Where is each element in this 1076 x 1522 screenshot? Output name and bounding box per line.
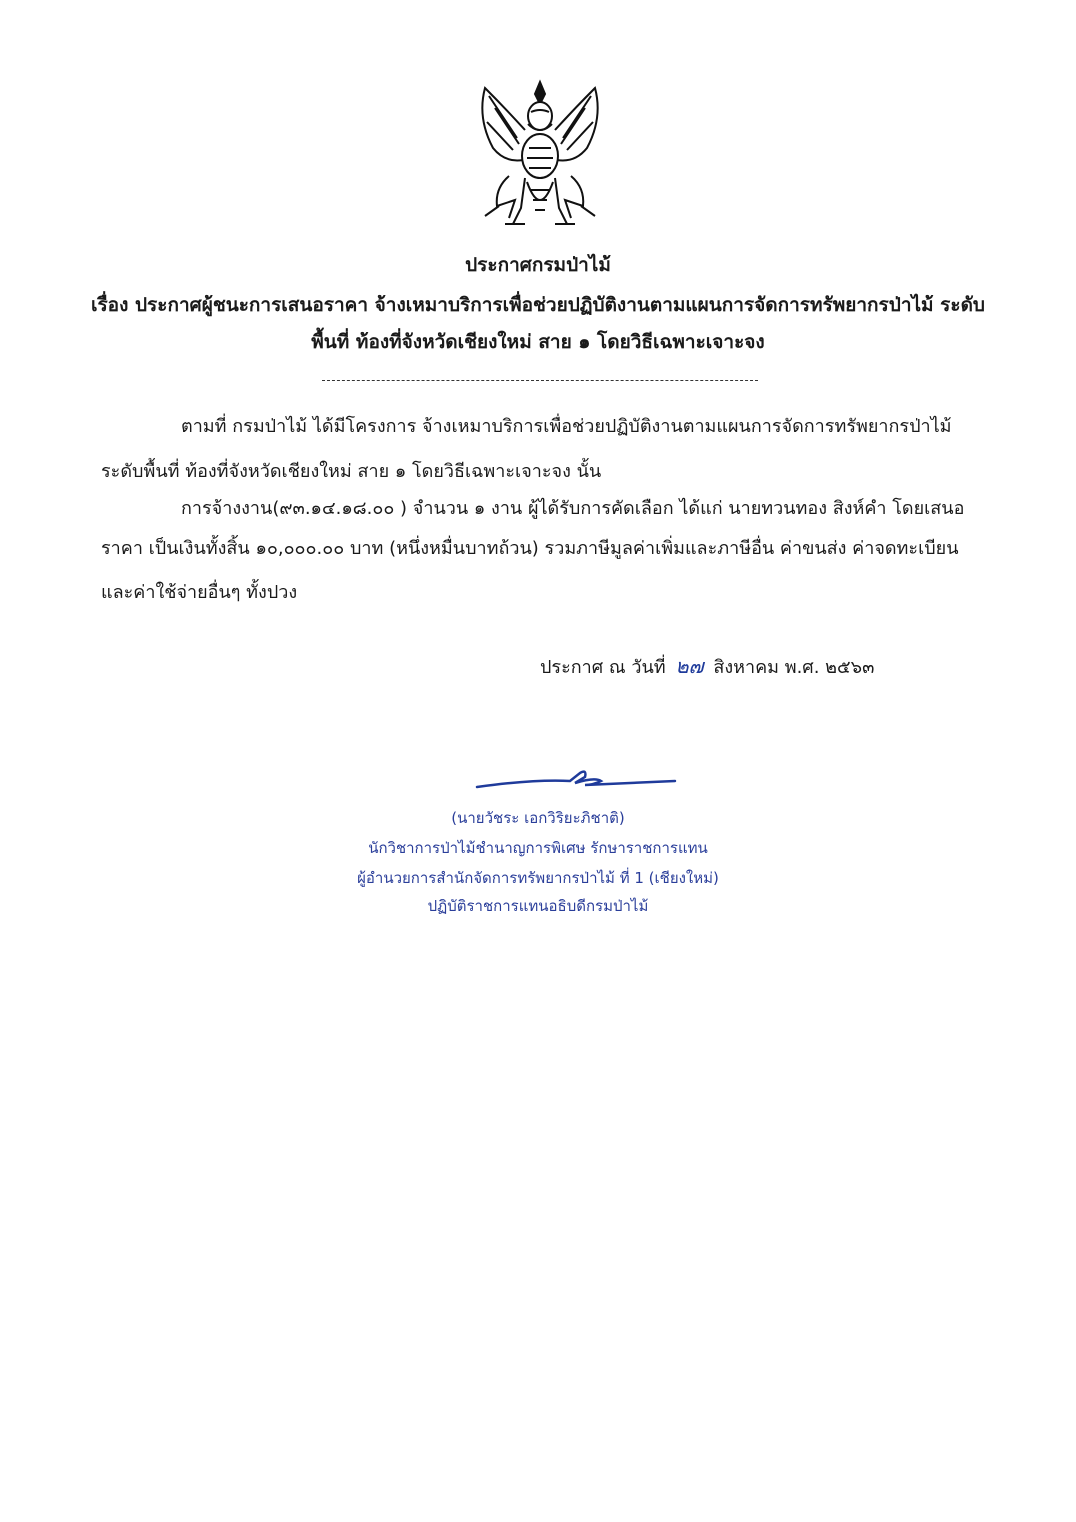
paragraph-1-line-1: ตามที่ กรมป่าไม้ ได้มีโครงการ จ้างเหมาบริการเพื่อช่วยปฏิบัติงานตามแผนการจัดการทรัพยากรป่าไม้ — [181, 416, 952, 437]
subject-line-1: เรื่อง ประกาศผู้ชนะการเสนอราคา จ้างเหมาบริการเพื่อช่วยปฏิบัติงานตามแผนการจัดการทรัพยากรป่าไม้ ระดับ — [90, 294, 985, 316]
garuda-emblem-icon — [465, 78, 615, 230]
subject-line-2: พื้นที่ ท้องที่จังหวัดเชียงใหม่ สาย ๑ โดยวิธีเฉพาะเจาะจง — [311, 331, 765, 353]
signer-name: (นายวัชระ เอกวิริยะภิชาติ) — [451, 809, 625, 827]
date-prefix: ประกาศ ณ วันที่ — [540, 657, 666, 678]
signature-icon — [475, 765, 680, 795]
paragraph-1-line-2: ระดับพื้นที่ ท้องที่จังหวัดเชียงใหม่ สาย ๑ โดยวิธีเฉพาะเจาะจง นั้น — [101, 461, 602, 482]
paragraph-2-line-2: ราคา เป็นเงินทั้งสิ้น ๑๐,๐๐๐.๐๐ บาท (หนึ่งหมื่นบาทถ้วน) รวมภาษีมูลค่าเพิ่มและภาษีอื่น ค่าขนส่ง ค่าจดทะเบียน — [101, 538, 959, 559]
paragraph-2-line-1: การจ้างงาน(๙๓.๑๔.๑๘.๐๐ ) จำนวน ๑ งาน ผู้ได้รับการคัดเลือก ได้แก่ นายทวนทอง สิงห์คำ โดยเสนอ — [181, 498, 965, 519]
handwritten-day: ๒๗ — [675, 654, 704, 678]
separator-line — [322, 380, 758, 381]
announcement-title: ประกาศกรมป่าไม้ — [465, 254, 611, 276]
announcement-date — [540, 650, 874, 682]
signer-position-1: นักวิชาการป่าไม้ชำนาญการพิเศษ รักษาราชการแทน — [368, 839, 708, 857]
paragraph-2-line-3: และค่าใช้จ่ายอื่นๆ ทั้งปวง — [101, 582, 298, 603]
signer-position-2: ผู้อำนวยการสำนักจัดการทรัพยากรป่าไม้ ที่ 1 (เชียงใหม่) — [357, 869, 719, 887]
date-month-year: สิงหาคม พ.ศ. ๒๕๖๓ — [713, 657, 875, 678]
signer-position-3: ปฏิบัติราชการแทนอธิบดีกรมป่าไม้ — [427, 897, 649, 915]
